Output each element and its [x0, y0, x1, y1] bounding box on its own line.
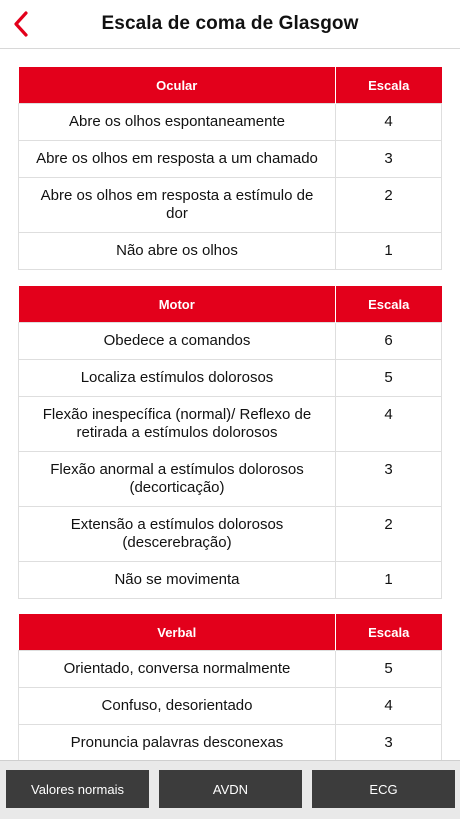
- row-label: Extensão a estímulos dolorosos (descerebração): [19, 507, 336, 562]
- ecg-button[interactable]: ECG: [312, 770, 455, 808]
- row-value: 3: [336, 141, 442, 178]
- table-row: [19, 233, 442, 270]
- avdn-button[interactable]: AVDN: [159, 770, 302, 808]
- scale-content[interactable]: [0, 49, 460, 760]
- table-row: [19, 178, 442, 233]
- table-row: [19, 104, 442, 141]
- table-row: [19, 651, 442, 688]
- table-row: [19, 141, 442, 178]
- row-value: 2: [336, 178, 442, 233]
- row-label: Confuso, desorientado: [19, 688, 336, 725]
- row-label: Não se movimenta: [19, 562, 336, 599]
- row-value: 3: [336, 725, 442, 761]
- row-value: 3: [336, 452, 442, 507]
- row-value: 6: [336, 323, 442, 360]
- verbal-table: [18, 614, 442, 760]
- motor-table: [18, 286, 442, 599]
- ocular-table: [18, 67, 442, 270]
- header-bar: [0, 0, 460, 49]
- table-header-row: [19, 67, 442, 104]
- table-header-row: [19, 286, 442, 323]
- row-label: Flexão inespecífica (normal)/ Reflexo de retirada a estímulos dolorosos: [19, 397, 336, 452]
- row-value: 1: [336, 233, 442, 270]
- table-row: [19, 360, 442, 397]
- verbal-heading: Verbal: [19, 614, 336, 651]
- row-value: 4: [336, 688, 442, 725]
- table-row: [19, 562, 442, 599]
- table-header-row: [19, 614, 442, 651]
- motor-scale-heading: Escala: [336, 286, 442, 323]
- row-value: 4: [336, 104, 442, 141]
- row-value: 1: [336, 562, 442, 599]
- ocular-heading: Ocular: [19, 67, 336, 104]
- normal-values-button[interactable]: Valores normais: [6, 770, 149, 808]
- table-row: [19, 725, 442, 761]
- row-value: 2: [336, 507, 442, 562]
- chevron-left-icon: [13, 11, 29, 37]
- row-label: Orientado, conversa normalmente: [19, 651, 336, 688]
- row-label: Localiza estímulos dolorosos: [19, 360, 336, 397]
- row-value: 5: [336, 651, 442, 688]
- row-label: Abre os olhos em resposta a um chamado: [19, 141, 336, 178]
- row-label: Abre os olhos em resposta a estímulo de dor: [19, 178, 336, 233]
- back-button[interactable]: [6, 8, 36, 40]
- table-row: [19, 688, 442, 725]
- row-label: Pronuncia palavras desconexas: [19, 725, 336, 761]
- row-label: Obedece a comandos: [19, 323, 336, 360]
- row-value: 5: [336, 360, 442, 397]
- page-title: Escala de coma de Glasgow: [101, 13, 359, 34]
- table-row: [19, 507, 442, 562]
- row-label: Abre os olhos espontaneamente: [19, 104, 336, 141]
- verbal-scale-heading: Escala: [336, 614, 442, 651]
- motor-heading: Motor: [19, 286, 336, 323]
- table-row: [19, 323, 442, 360]
- table-row: [19, 452, 442, 507]
- bottom-bar: [0, 760, 460, 819]
- row-label: Não abre os olhos: [19, 233, 336, 270]
- ocular-scale-heading: Escala: [336, 67, 442, 104]
- table-row: [19, 397, 442, 452]
- row-value: 4: [336, 397, 442, 452]
- row-label: Flexão anormal a estímulos dolorosos (decorticação): [19, 452, 336, 507]
